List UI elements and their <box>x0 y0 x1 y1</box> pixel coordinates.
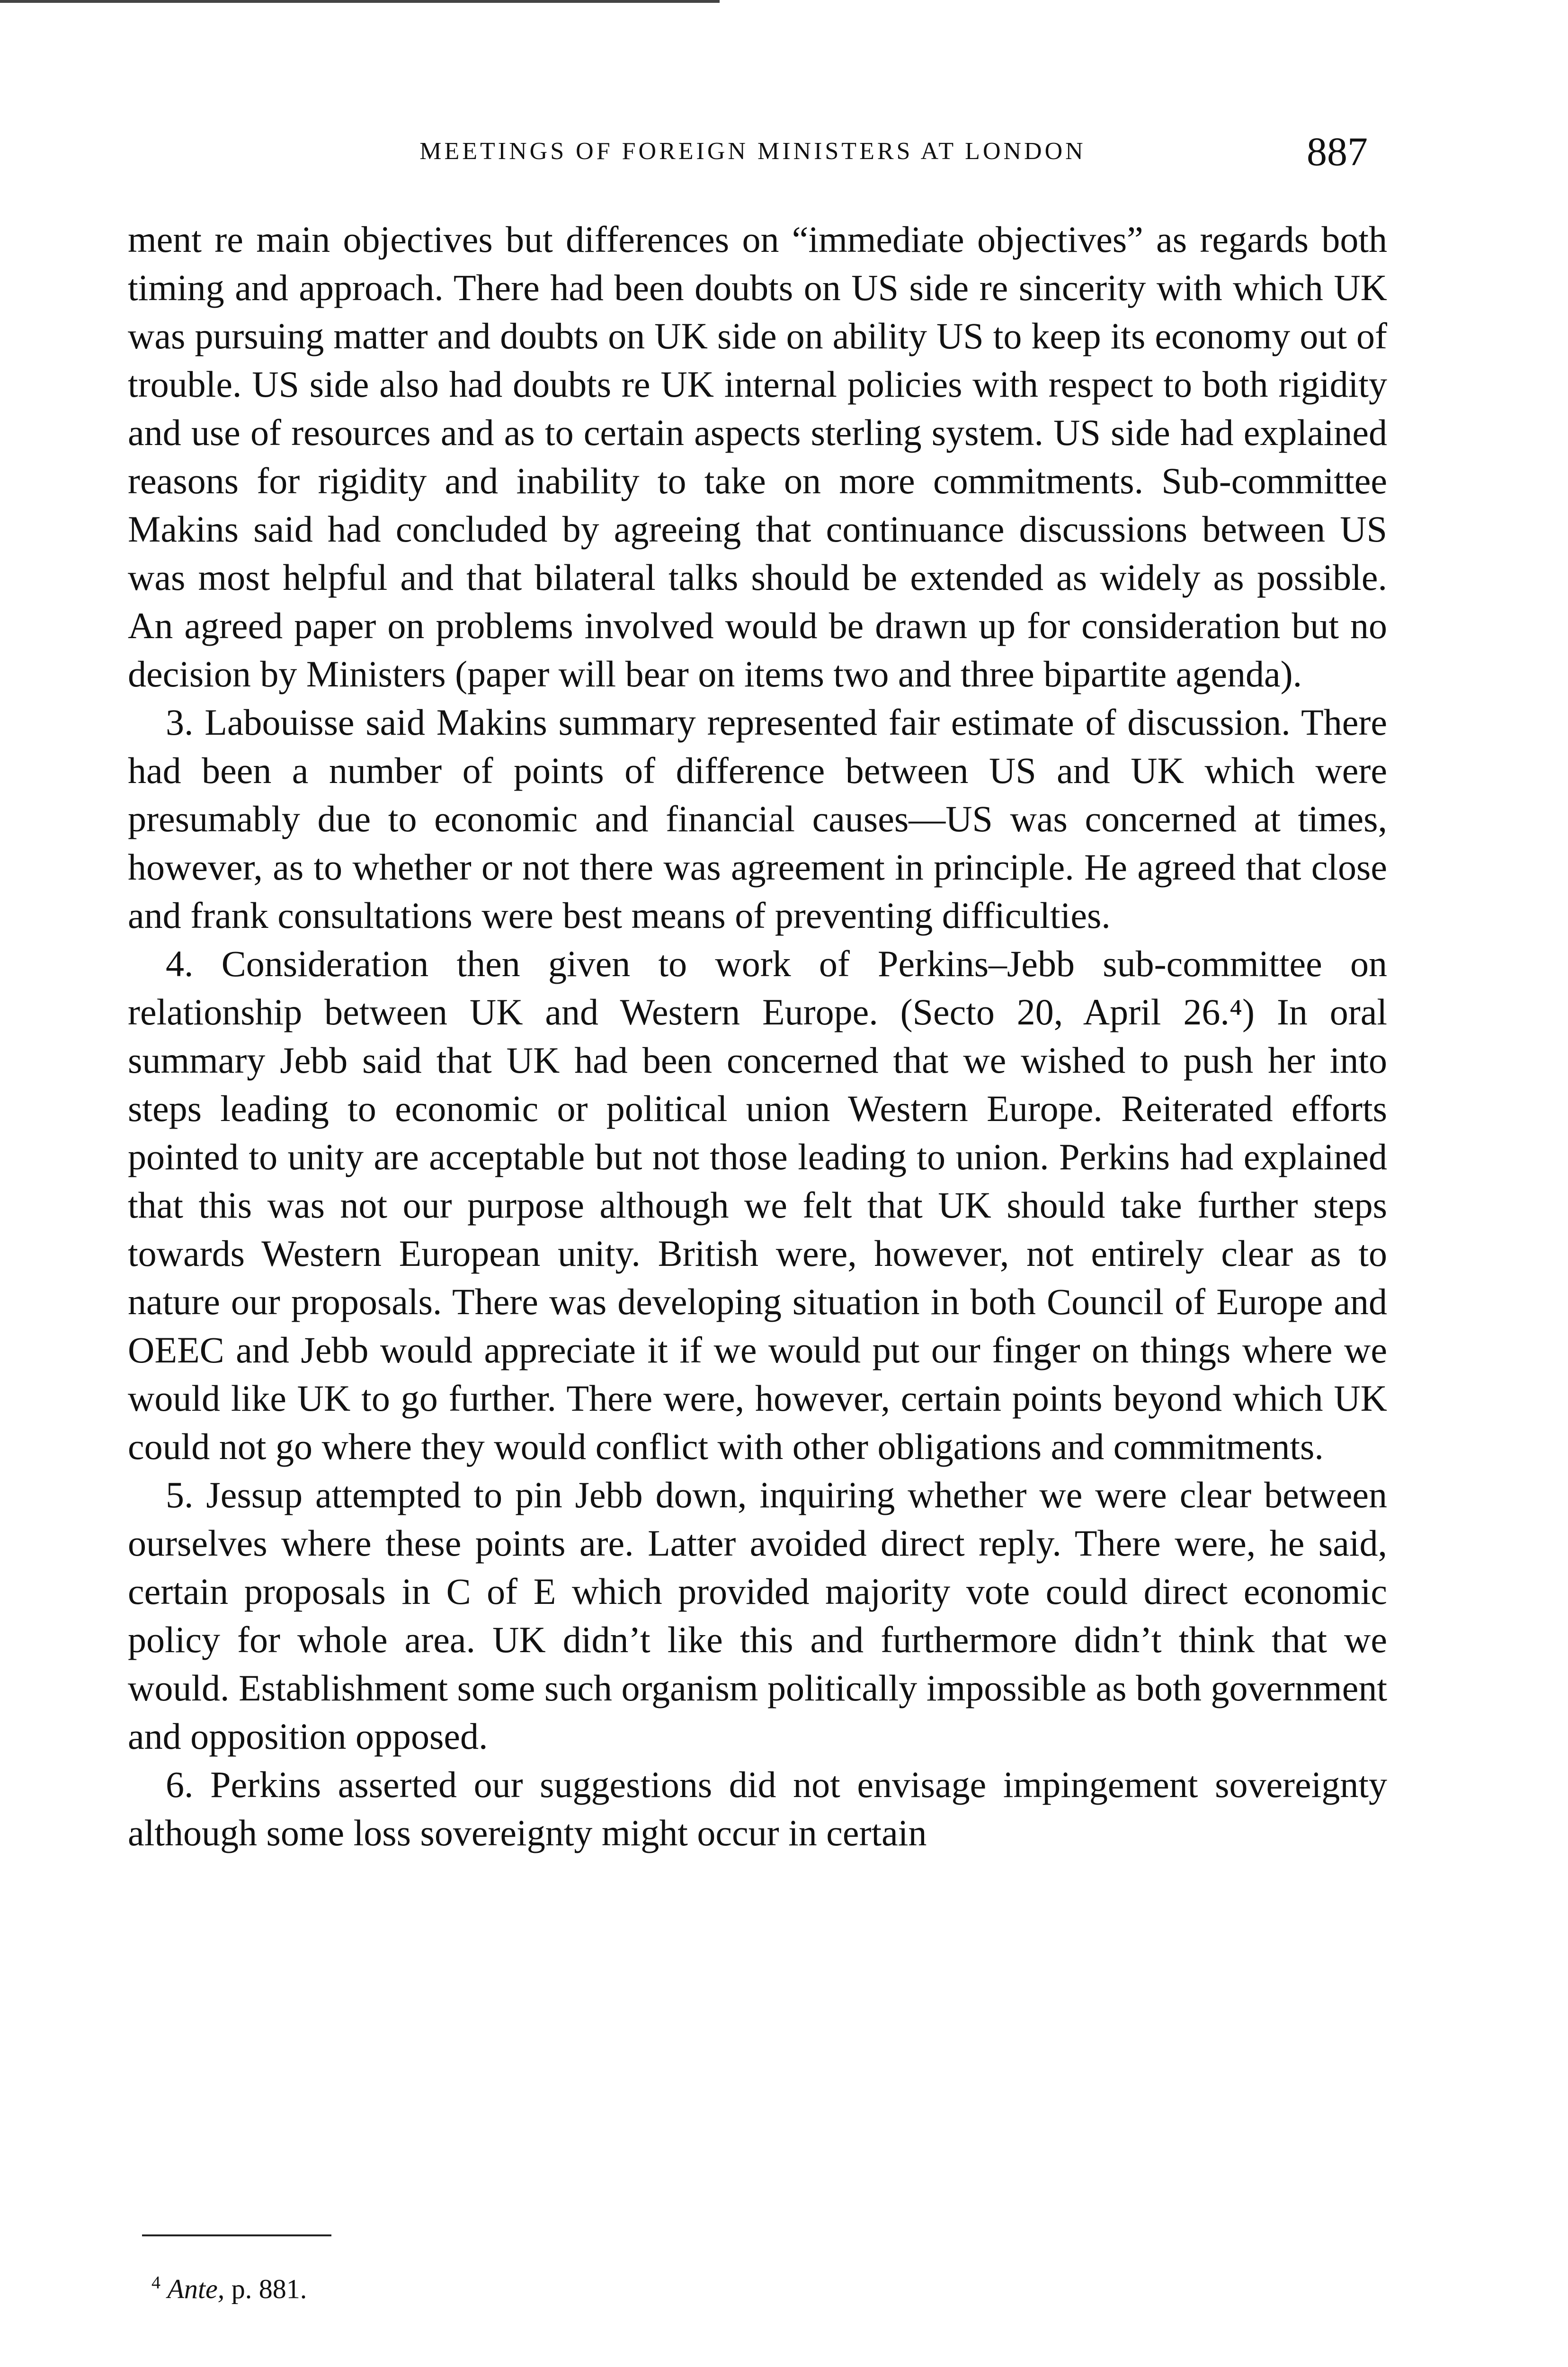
paragraph-continuation: ment re main objectives but differences on “immediate objectives” as regards both timing and approach. There had been doubts on US side re sincerity with which UK was pursuing matter and doubts on UK side on ability US to keep its economy out of trouble. US side also had doubts re UK internal policies with respect to both rigidity and use of resources and as to certain aspects sterling system. US side had explained reasons for rigidity and inability to take on more commitments. Sub-committee Makins said had concluded by agreeing that continuance discussions between US was most helpful and that bilateral talks should be extended as widely as possible. An agreed paper on problems involved would be drawn up for consideration but no decision by Ministers (paper will bear on items two and three bipartite agenda). <box>128 219 1387 694</box>
paragraph-4: 4. Consideration then given to work of Perkins–Jebb sub-committee on relationship between UK and Western Europe. (Secto 20, April 26.⁴) In oral summary Jebb said that UK had been concerned that we wished to push her into steps leading to economic or political union Western Europe. Reiterated efforts pointed to unity are acceptable but not those leading to union. Perkins had explained that this was not our purpose although we felt that UK should take further steps towards Western European unity. British were, however, not entirely clear as to nature our proposals. There was developing situation in both Council of Europe and OEEC and Jebb would appreciate it if we would put our finger on things where we would like UK to go further. There were, however, certain points beyond which UK could not go where they would conflict with other obligations and commitments. <box>128 943 1387 1467</box>
footnote-marker: 4 <box>151 2273 160 2293</box>
paragraph-5: 5. Jessup attempted to pin Jebb down, inquiring whether we were clear between ourselves where these points are. Latter avoided direct reply. There were, he said, certain proposals in C of E which provided majority vote could direct economic policy for whole area. UK didn’t like this and furthermore didn’t think that we would. Establishment some such organism politically impossible as both government and opposition opposed. <box>128 1474 1387 1757</box>
top-rule <box>0 0 720 3</box>
footnote-reference: Ante, <box>167 2273 225 2305</box>
page-number: 887 <box>1307 129 1368 174</box>
paragraph-3: 3. Labouisse said Makins summary represented fair estimate of discussion. There had been a number of points of difference between US and UK which were presumably due to economic and financial causes—US was concerned at times, however, as to whether or not there was agreement in principle. He agreed that close and frank consultations were best means of preventing difficulties. <box>128 702 1387 936</box>
footnote-rule <box>142 2234 331 2236</box>
running-head: MEETINGS OF FOREIGN MINISTERS AT LONDON <box>419 138 1086 165</box>
footnote-page: p. 881. <box>231 2273 307 2305</box>
body-text <box>128 215 1387 1857</box>
paragraph-6: 6. Perkins asserted our suggestions did not envisage impingement sovereignty although some loss sovereignty might occur in certain <box>128 1764 1387 1853</box>
footnote <box>151 2272 307 2305</box>
